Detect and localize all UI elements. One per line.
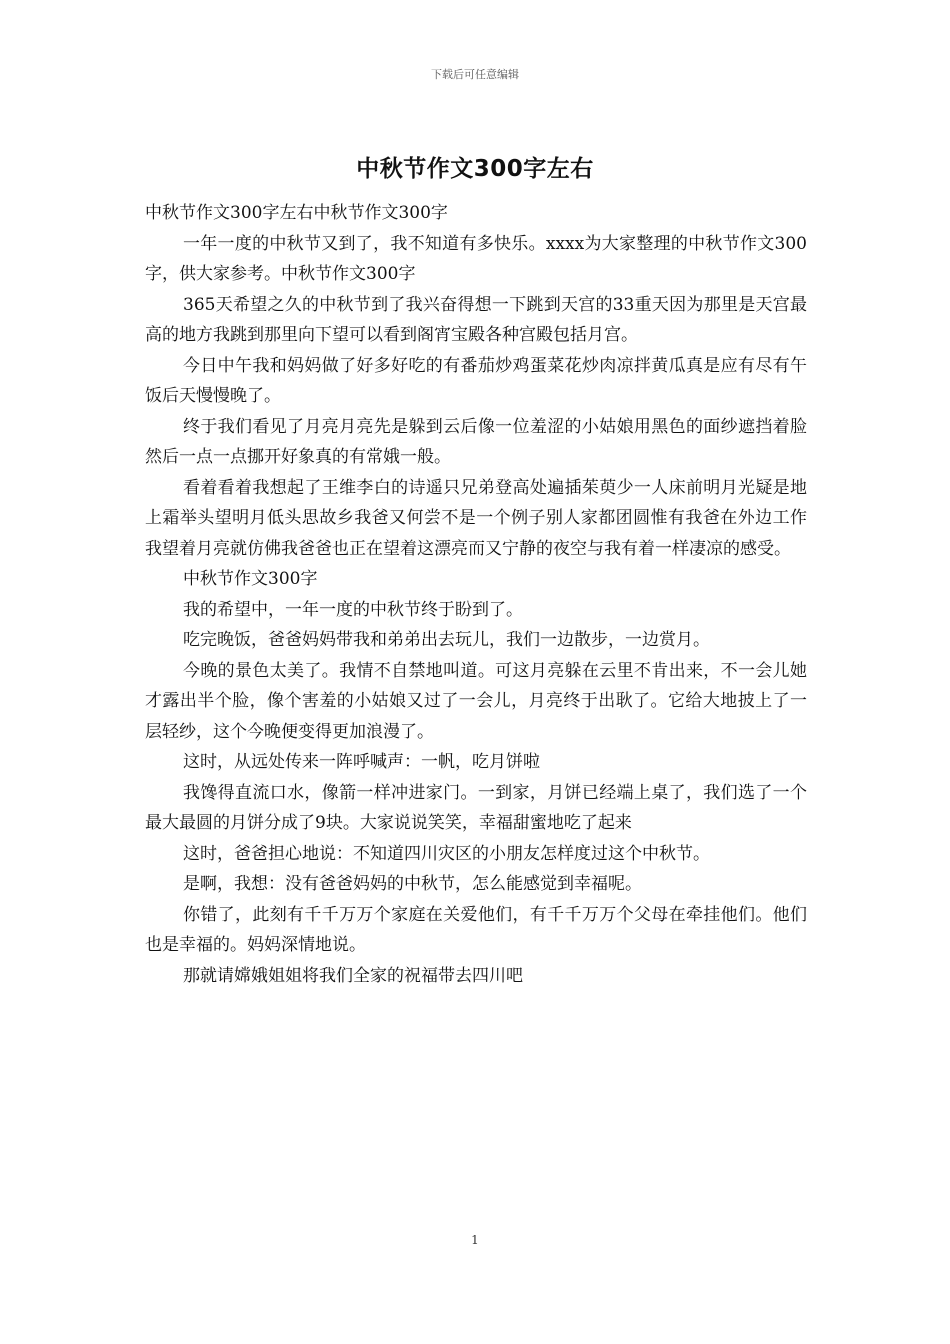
section-heading: 中秋节作文300字: [183, 569, 318, 589]
paragraph: 今晚的景色太美了。我情不自禁地叫道。可这月亮躲在云里不肯出来，不一会儿她才露出半个脸，像个害羞的小姑娘又过了一会儿，月亮终于出耿了。它给大地披上了一层轻纱，这个今晚便变得更加浪漫了。: [145, 660, 807, 742]
document-title: 中秋节作文300字左右: [356, 156, 594, 182]
paragraph: 看着看着我想起了王维李白的诗遥只兄弟登高处遍插茱萸少一人床前明月光疑是地上霜举头望明月低头思故乡我爸又何尝不是一个例子别人家都团圆惟有我爸在外边工作我望着月亮就仿佛我爸爸也正在望着这漂亮而又宁静的夜空与我有着一样凄凉的感受。: [145, 477, 807, 559]
paragraph: 吃完晚饭，爸爸妈妈带我和弟弟出去玩儿，我们一边散步，一边赏月。: [183, 630, 710, 650]
paragraph: 那就请嫦娥姐姐将我们全家的祝福带去四川吧: [183, 965, 523, 986]
paragraph: 我的希望中，一年一度的中秋节终于盼到了。: [183, 599, 523, 620]
paragraph: 这时，从远处传来一阵呼喊声：一帆，吃月饼啦: [183, 752, 540, 772]
paragraph: 中秋节作文300字左右中秋节作文300字: [145, 203, 448, 223]
paragraph: 今日中午我和妈妈做了好多好吃的有番茄炒鸡蛋菜花炒肉凉拌黄瓜真是应有尽有午饭后天慢慢晚了。: [145, 355, 807, 406]
paragraph: 一年一度的中秋节又到了，我不知道有多快乐。xxxx为大家整理的中秋节作文300字，供大家参考。中秋节作文300字: [145, 233, 807, 284]
document-body: [145, 198, 807, 991]
paragraph: 是啊，我想：没有爸爸妈妈的中秋节，怎么能感觉到幸福呢。: [183, 874, 642, 894]
paragraph: 我馋得直流口水，像箭一样冲进家门。一到家，月饼已经端上桌了，我们选了一个最大最圆的月饼分成了9块。大家说说笑笑，幸福甜蜜地吃了起来: [145, 782, 807, 833]
page-header: 下载后可任意编辑: [431, 68, 519, 81]
paragraph: 这时，爸爸担心地说：不知道四川灾区的小朋友怎样度过这个中秋节。: [183, 843, 710, 864]
paragraph: 365天希望之久的中秋节到了我兴奋得想一下跳到天宫的33重天因为那里是天宫最高的地方我跳到那里向下望可以看到阁宵宝殿各种宫殿包括月宫。: [145, 294, 807, 345]
paragraph: 终于我们看见了月亮月亮先是躲到云后像一位羞涩的小姑娘用黑色的面纱遮挡着脸然后一点一点挪开好象真的有常娥一般。: [145, 416, 807, 467]
page-number: 1: [471, 1233, 479, 1247]
paragraph: 你错了，此刻有千千万万个家庭在关爱他们，有千千万万个父母在牵挂他们。他们也是幸福的。妈妈深情地说。: [145, 904, 807, 955]
